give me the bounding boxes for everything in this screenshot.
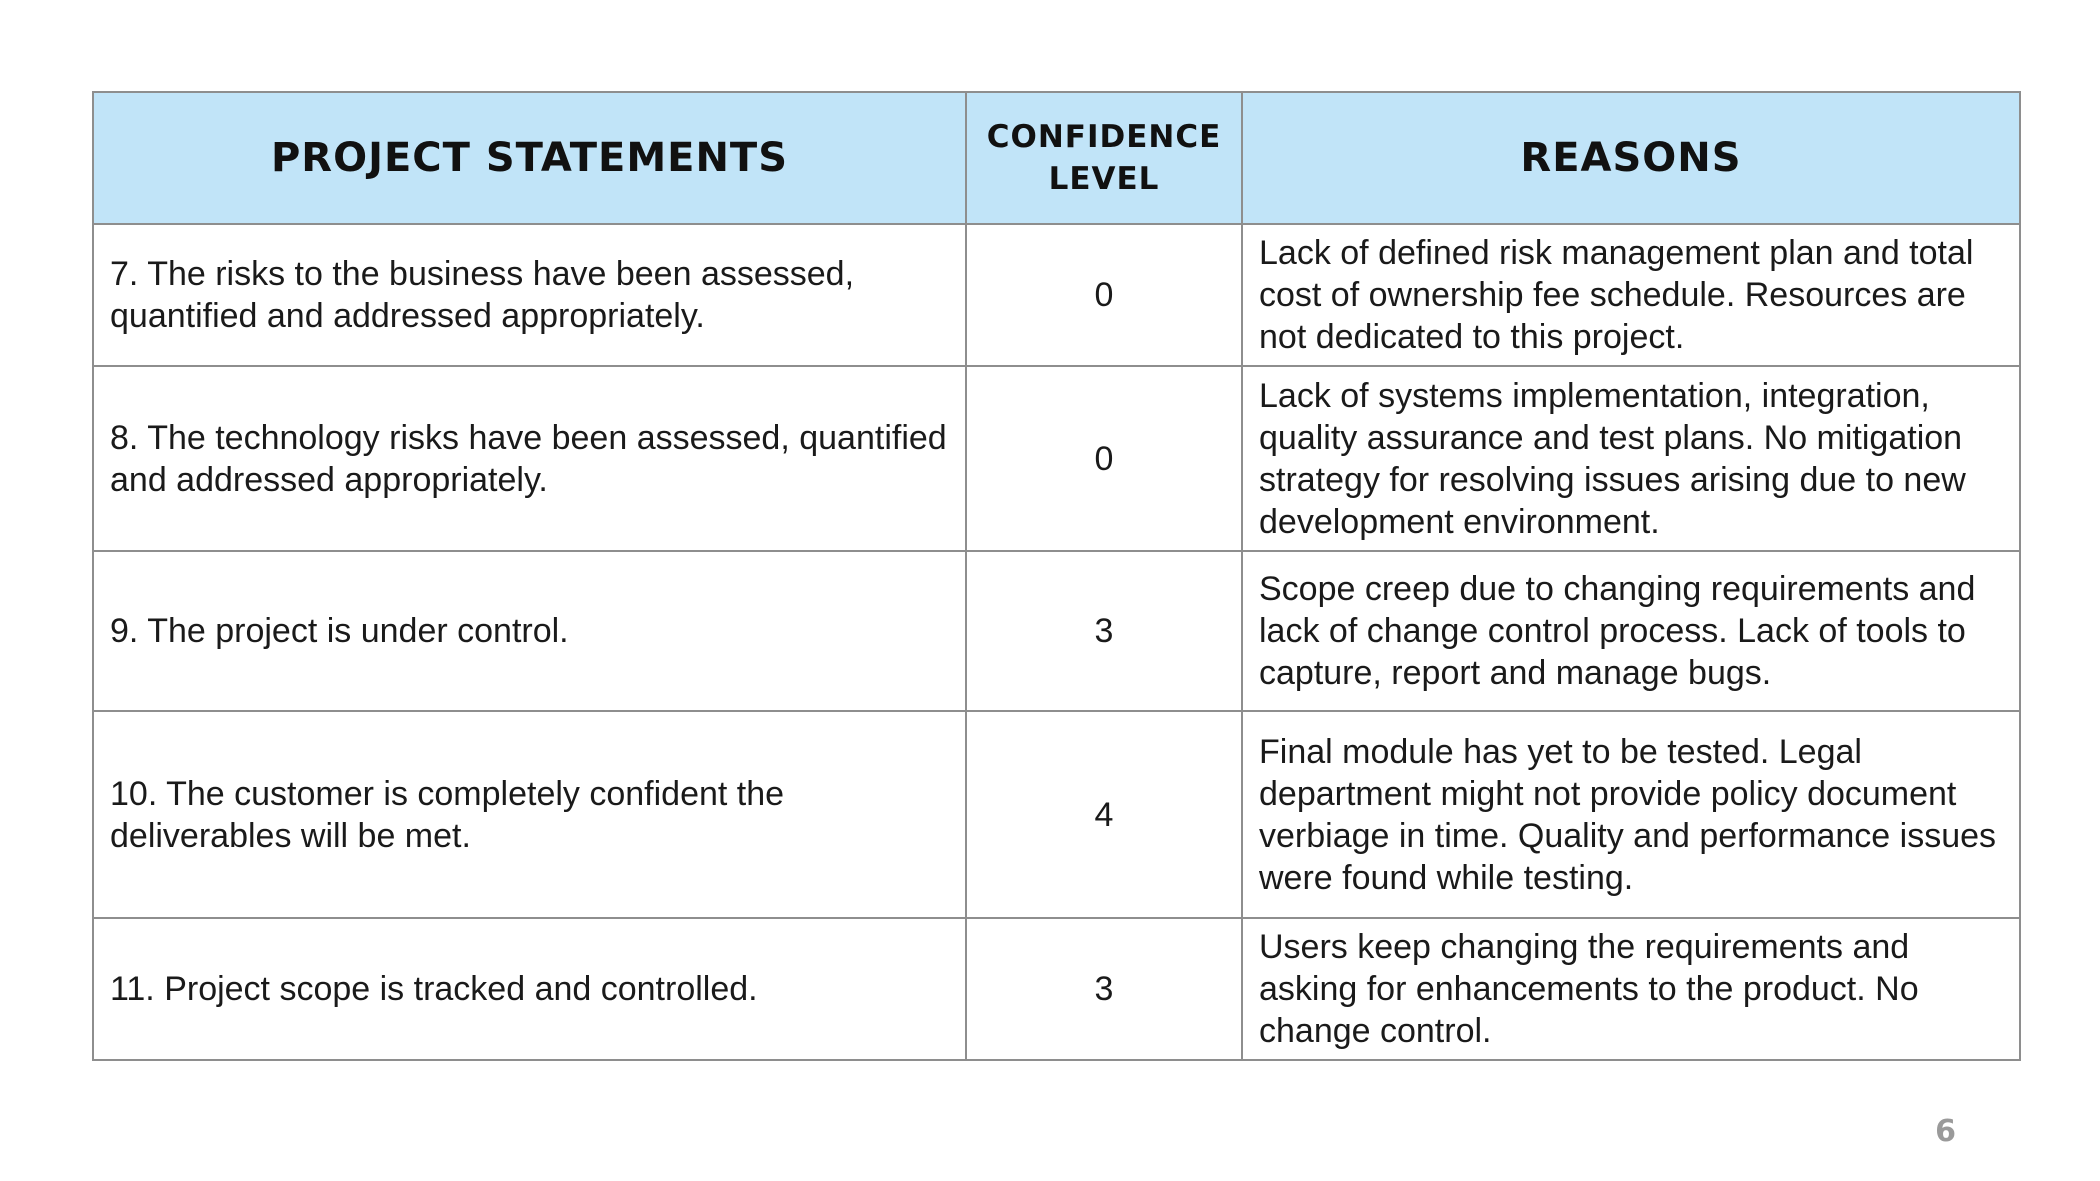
page-number: 6 bbox=[1935, 1114, 1956, 1149]
project-statements-table bbox=[92, 91, 2021, 1061]
statement-cell: 9. The project is under control. bbox=[93, 551, 966, 711]
table-row bbox=[93, 224, 2020, 366]
statement-cell: 10. The customer is completely confident the deliverables will be met. bbox=[93, 711, 966, 918]
reason-cell: Lack of systems implementation, integration, quality assurance and test plans. No mitigation strategy for resolving issues arising due to new development environment. bbox=[1242, 366, 2020, 551]
table-row bbox=[93, 366, 2020, 551]
statement-cell: 11. Project scope is tracked and controlled. bbox=[93, 918, 966, 1060]
header-confidence-line1: CONFIDENCE bbox=[986, 119, 1222, 155]
reason-cell: Scope creep due to changing requirements and lack of change control process. Lack of tools to capture, report and manage bugs. bbox=[1242, 551, 2020, 711]
reason-cell: Users keep changing the requirements and asking for enhancements to the product. No change control. bbox=[1242, 918, 2020, 1060]
confidence-level-cell: 0 bbox=[966, 224, 1242, 366]
confidence-level-cell: 3 bbox=[966, 918, 1242, 1060]
table-header-row bbox=[93, 92, 2020, 224]
reason-cell: Lack of defined risk management plan and total cost of ownership fee schedule. Resources are not dedicated to this project. bbox=[1242, 224, 2020, 366]
header-confidence-level bbox=[966, 92, 1242, 224]
reason-cell: Final module has yet to be tested. Legal department might not provide policy document verbiage in time. Quality and performance issues were found while testing. bbox=[1242, 711, 2020, 918]
header-confidence-line2: LEVEL bbox=[1048, 161, 1160, 197]
statement-cell: 8. The technology risks have been assessed, quantified and addressed appropriately. bbox=[93, 366, 966, 551]
statement-cell: 7. The risks to the business have been assessed, quantified and addressed appropriately. bbox=[93, 224, 966, 366]
confidence-level-cell: 3 bbox=[966, 551, 1242, 711]
confidence-level-cell: 0 bbox=[966, 366, 1242, 551]
table-row bbox=[93, 918, 2020, 1060]
table-row bbox=[93, 711, 2020, 918]
header-reasons: REASONS bbox=[1242, 92, 2020, 224]
header-project-statements: PROJECT STATEMENTS bbox=[93, 92, 966, 224]
confidence-level-cell: 4 bbox=[966, 711, 1242, 918]
table-row bbox=[93, 551, 2020, 711]
